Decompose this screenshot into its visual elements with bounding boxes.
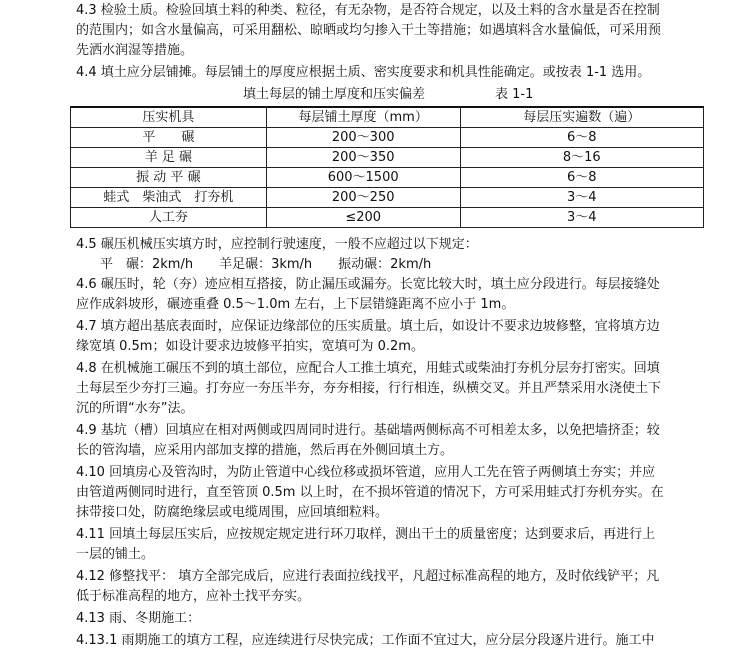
table-row: [71, 168, 704, 188]
para-4-8-line-3: 沉的所谓“水夯”法。: [76, 401, 194, 416]
para-4-5-line-1: 4.5 碾压机械压实填方时，应控制行驶速度，一般不应超过以下规定：: [76, 237, 478, 252]
table-cell: 200～250: [266, 188, 460, 208]
para-4-3-line-2: 的范围内；如含水量偏高，可采用翻松、晾晒或均匀掺入干土等措施；如遇填料含水量偏低，可采用预: [76, 23, 662, 38]
table-cell: 人工夯: [71, 208, 267, 228]
table-cell: 8～16: [460, 148, 703, 168]
para-4-3-line-1: 4.3 检验土质。检验回填土料的种类、粒径，有无杂物，是否符合规定，以及土料的含水量是否在控制: [76, 3, 660, 18]
para-4-10-line-1: 4.10 回填房心及管沟时，为防止管道中心线位移或损坏管道，应用人工先在管子两侧填土夯实；并应: [76, 465, 656, 480]
table-cell: 200～350: [266, 148, 460, 168]
table-cell: 200～300: [266, 128, 460, 148]
para-4-6-line-1: 4.6 碾压时，轮（夯）迹应相互搭接，防止漏压或漏夯。长宽比较大时，填土应分段进行。每层接缝处: [76, 277, 660, 292]
para-4-9-line-1: 4.9 基坑（槽）回填应在相对两侧或四周同时进行。基础墙两侧标高不可相差太多，以免把墙挤歪；较: [76, 423, 660, 438]
table-header-cell: 每层压实遍数（遍）: [460, 107, 703, 128]
para-4-7-line-1: 4.7 填方超出基底表面时，应保证边缘部位的压实质量。填土后，如设计不要求边坡修整，宜将填方边: [76, 319, 660, 334]
para-4-10-line-3: 抹带接口处，防腐绝缘层或电缆周围，应回填细粒料。: [76, 505, 389, 520]
compaction-table: [70, 106, 704, 228]
table-cell: 3～4: [460, 208, 703, 228]
para-4-8-line-1: 4.8 在机械施工碾压不到的填土部位，应配合人工推土填充，用蛙式或柴油打夯机分层夯打密实。回填: [76, 361, 660, 376]
para-4-9-line-2: 长的管沟墙，应采用内部加支撑的措施，然后再在外侧回填土方。: [76, 443, 454, 458]
para-4-11-line-2: 一层的铺土。: [76, 547, 155, 562]
table-row: [71, 208, 704, 228]
para-4-11-line-1: 4.11 回填土每层压实后，应按规定规定进行环刀取样，测出干土的质量密度；达到要求后，再进行上: [76, 527, 656, 542]
para-4-5-speeds: 平 碾：2km/h 羊足碾：3km/h 振动碾：2km/h: [100, 257, 432, 272]
table-cell: ≤200: [266, 208, 460, 228]
table-row: [71, 188, 704, 208]
para-4-4-line-1: 4.4 填土应分层铺摊。每层铺土的厚度应根据土质、密实度要求和机具性能确定。或按表 1-1 选用。: [76, 65, 651, 80]
table-row: [71, 148, 704, 168]
table-row: [71, 128, 704, 148]
table-header-cell: 每层铺土厚度（mm）: [266, 107, 460, 128]
para-4-7-line-2: 缘宽填 0.5m；如设计要求边坡修平拍实，宽填可为 0.2m。: [76, 339, 424, 354]
table-cell: 3～4: [460, 188, 703, 208]
table-cell: 蛙式 柴油式 打夯机: [71, 188, 267, 208]
table-cell: 平 碾: [71, 128, 267, 148]
table-cell: 羊 足 碾: [71, 148, 267, 168]
para-4-3-line-3: 先洒水润湿等措施。: [76, 43, 194, 58]
table-header-cell: 压实机具: [71, 107, 267, 128]
table-cell: 6～8: [460, 168, 703, 188]
table-cell: 6～8: [460, 128, 703, 148]
table-title: 填土每层的铺土厚度和压实偏差: [243, 87, 426, 102]
para-4-13-1-line-1: 4.13.1 雨期施工的填方工程，应连续进行尽快完成；工作面不宜过大，应分层分段逐片进行。施工中: [76, 633, 655, 648]
table-number: 表 1-1: [495, 87, 534, 102]
para-4-12-line-2: 低于标准高程的地方，应补土找平夯实。: [76, 589, 311, 604]
table-header-row: [71, 107, 704, 128]
table-cell: 600～1500: [266, 168, 460, 188]
table-cell: 振 动 平 碾: [71, 168, 267, 188]
para-4-10-line-2: 由管道两侧同时进行，直至管顶 0.5m 以上时，在不损坏管道的情况下，方可采用蛙式打夯机夯实。在: [76, 485, 664, 500]
para-4-6-line-2: 应作成斜坡形，碾迹重叠 0.5～1.0m 左右，上下层错缝距离不应小于 1m。: [76, 297, 515, 312]
para-4-12-line-1: 4.12 修整找平： 填方全部完成后，应进行表面拉线找平，凡超过标准高程的地方，及时依线铲平；凡: [76, 569, 660, 584]
para-4-13-heading: 4.13 雨、冬期施工：: [76, 611, 201, 626]
para-4-8-line-2: 土每层至少夯打三遍。打夯应一夯压半夯，夯夯相接，行行相连，纵横交叉。并且严禁采用水浇使土下: [76, 381, 662, 396]
